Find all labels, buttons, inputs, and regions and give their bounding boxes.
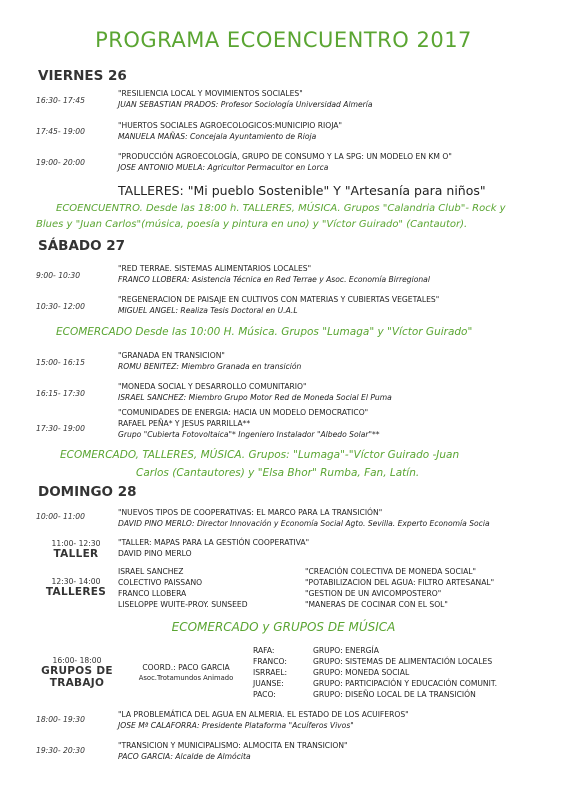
grupos-coordinator — [122, 662, 250, 684]
ecomercado-sabado: ECOMERCADO Desde las 10:00 H. Música. Grupos "Lumaga" y "Víctor Guirado" — [56, 326, 473, 338]
day-heading-domingo: DOMINGO 28 — [38, 484, 137, 500]
event-title: "HUERTOS SOCIALES AGROECOLOGICOS:MUNICIPIO RIOJA" — [118, 121, 342, 130]
grupo-topic: GRUPO: MONEDA SOCIAL — [313, 668, 410, 677]
event-time: 15:00- 16:15 — [36, 358, 85, 367]
taller-label: TALLER — [53, 548, 99, 560]
ecomercado-domingo: ECOMERCADO y GRUPOS DE MÚSICA — [171, 620, 396, 634]
event-item — [118, 120, 342, 142]
event-item — [118, 507, 490, 529]
event-item — [118, 88, 373, 110]
event-time: 12:30- 14:00 — [51, 577, 101, 586]
event-speaker: JUAN SEBASTIAN PRADOS: Profesor Sociología Universidad Almería — [118, 100, 373, 109]
ecoencuentro-line-1: ECOENCUENTRO. Desde las 18:00 h. TALLERES, MÚSICA. Grupos "Calandria Club"- Rock y — [56, 203, 506, 214]
grupo-person: JUANSE: — [253, 679, 284, 688]
event-speaker: FRANCO LLOBERA: Asistencia Técnica en Red Terrae y Asoc. Economía Birregional — [118, 275, 430, 284]
coordinator-name: COORD.: PACO GARCIA — [142, 663, 230, 672]
grupos-names — [253, 645, 287, 700]
event-item — [118, 263, 430, 285]
ecomercado-sabado-tarde-1: ECOMERCADO, TALLERES, MÚSICA. Grupos: "Lumaga"-"Víctor Guirado -Juan — [60, 449, 460, 461]
event-speaker: MANUELA MAÑAS: Concejala Ayuntamiento de Rioja — [118, 132, 317, 141]
grupo-person: ISRRAEL: — [253, 668, 288, 677]
ecoencuentro-line-2: Blues y "Juan Carlos"(música, poesía y pintura en uno) y "Víctor Guirado" (Cantautor). — [36, 219, 468, 230]
event-speaker: JOSE Mª CALAFORRA: Presidente Plataforma "Acuíferos Vivos" — [118, 721, 354, 730]
event-title: "NUEVOS TIPOS DE COOPERATIVAS: EL MARCO PARA LA TRANSICIÓN" — [118, 508, 383, 517]
event-item — [118, 537, 309, 559]
grupo-person: FRANCO: — [253, 657, 287, 666]
taller-time-block — [36, 539, 116, 560]
event-time: 10:30- 12:00 — [36, 302, 85, 311]
event-speaker: JOSE ANTONIO MUELA: Agricultor Permacultor en Lorca — [118, 163, 329, 172]
grupos-label-1: GRUPOS DE — [41, 665, 113, 677]
event-title: "MONEDA SOCIAL Y DESARROLLO COMUNITARIO" — [118, 382, 307, 391]
taller-name: FRANCO LLOBERA — [118, 589, 187, 598]
grupos-time-block — [36, 656, 118, 689]
event-speaker: DAVID PINO MERLO: Director Innovación y Economía Social Agto. Sevilla. Experto Economía Socia — [118, 519, 490, 528]
taller-topic: "GESTION DE UN AVICOMPOSTERO" — [305, 589, 442, 598]
grupo-topic: GRUPO: SISTEMAS DE ALIMENTACIÓN LOCALES — [313, 657, 493, 666]
event-speaker-detail: Grupo "Cubierta Fotovoltaica"* Ingeniero Instalador "Albedo Solar"** — [118, 430, 380, 439]
event-speaker: PACO GARCIA: Alcalde de Almócita — [118, 752, 251, 761]
day-heading-viernes: VIERNES 26 — [38, 68, 127, 84]
talleres-time-block — [36, 577, 116, 598]
event-time: 19:00- 20:00 — [36, 158, 85, 167]
ecomercado-sabado-tarde-2: Carlos (Cantautores) y "Elsa Bhor" Rumba, Fan, Latín. — [136, 467, 420, 479]
event-title: "TRANSICION Y MUNICIPALISMO: ALMOCITA EN TRANSICION" — [118, 741, 348, 750]
event-time: 10:00- 11:00 — [36, 512, 85, 521]
event-speaker: MIGUEL ANGEL: Realiza Tesis Doctoral en U.A.L — [118, 306, 298, 315]
grupo-topic: GRUPO: ENERGÍA — [313, 646, 379, 655]
event-time: 16:00- 18:00 — [52, 656, 102, 665]
event-item — [118, 350, 301, 372]
grupo-topic: GRUPO: PARTICIPACIÓN Y EDUCACIÓN COMUNIT. — [313, 679, 498, 688]
event-speaker: RAFAEL PEÑA* Y JESUS PARRILLA** — [118, 419, 251, 428]
grupo-topic: GRUPO: DISEÑO LOCAL DE LA TRANSICIÓN — [313, 690, 476, 699]
event-item — [118, 740, 348, 762]
event-time: 16:30- 17:45 — [36, 96, 85, 105]
talleres-names — [118, 566, 248, 610]
event-speaker: DAVID PINO MERLO — [118, 549, 192, 558]
event-title: "REGENERACION DE PAISAJE EN CULTIVOS CON MATERIAS Y CUBIERTAS VEGETALES" — [118, 295, 440, 304]
taller-name: ISRAEL SANCHEZ — [118, 567, 184, 576]
taller-topic: "CREACIÓN COLECTIVA DE MONEDA SOCIAL" — [305, 567, 476, 576]
event-item — [118, 294, 439, 316]
day-heading-sabado: SÁBADO 27 — [38, 238, 126, 254]
event-time: 17:30- 19:00 — [36, 424, 85, 433]
event-item — [118, 709, 409, 731]
event-time: 19:30- 20:30 — [36, 746, 85, 755]
taller-topic: "MANERAS DE COCINAR CON EL SOL" — [305, 600, 448, 609]
event-time: 11:00- 12:30 — [51, 539, 101, 548]
event-time: 9:00- 10:30 — [36, 271, 81, 280]
talleres-label: TALLERES — [45, 586, 107, 598]
grupos-topics — [313, 645, 497, 700]
talleres-viernes: TALLERES: "Mi pueblo Sostenible" Y "Artesanía para niños" — [118, 183, 486, 198]
event-time: 16:15- 17:30 — [36, 389, 85, 398]
grupo-person: PACO: — [253, 690, 276, 699]
grupo-person: RAFA: — [253, 646, 275, 655]
event-title: "COMUNIDADES DE ENERGIA: HACIA UN MODELO DEMOCRATICO" — [118, 408, 369, 417]
event-title: "RESILIENCIA LOCAL Y MOVIMIENTOS SOCIALES" — [118, 89, 303, 98]
coordinator-org: Asoc.Trotamundos Animado — [138, 674, 234, 682]
event-title: "LA PROBLEMÁTICA DEL AGUA EN ALMERIA. EL ESTADO DE LOS ACUIFEROS" — [118, 710, 409, 719]
event-item — [118, 381, 392, 403]
event-title: "TALLER: MAPAS PARA LA GESTIÓN COOPERATIVA" — [118, 538, 310, 547]
event-title: "RED TERRAE. SISTEMAS ALIMENTARIOS LOCALES" — [118, 264, 312, 273]
grupos-label-2: TRABAJO — [49, 677, 105, 689]
event-item — [118, 151, 452, 173]
taller-name: LISELOPPE WUITE-PROY. SUNSEED — [118, 600, 248, 609]
taller-name: COLECTIVO PAISSANO — [118, 578, 203, 587]
taller-topic: "POTABILIZACION DEL AGUA: FILTRO ARTESANAL" — [305, 578, 495, 587]
event-speaker: ISRAEL SANCHEZ: Miembro Grupo Motor Red de Moneda Social El Puma — [118, 393, 392, 402]
event-time: 17:45- 19:00 — [36, 127, 85, 136]
talleres-topics — [305, 566, 494, 610]
event-title: "GRANADA EN TRANSICION" — [118, 351, 225, 360]
event-speaker: ROMU BENITEZ: Miembro Granada en transición — [118, 362, 302, 371]
event-time: 18:00- 19:30 — [36, 715, 85, 724]
page-title: PROGRAMA ECOENCUENTRO 2017 — [95, 28, 472, 52]
event-item — [118, 407, 380, 440]
event-title: "PRODUCCIÓN AGROECOLOGÍA, GRUPO DE CONSUMO Y LA SPG: UN MODELO EN KM O" — [118, 152, 452, 161]
